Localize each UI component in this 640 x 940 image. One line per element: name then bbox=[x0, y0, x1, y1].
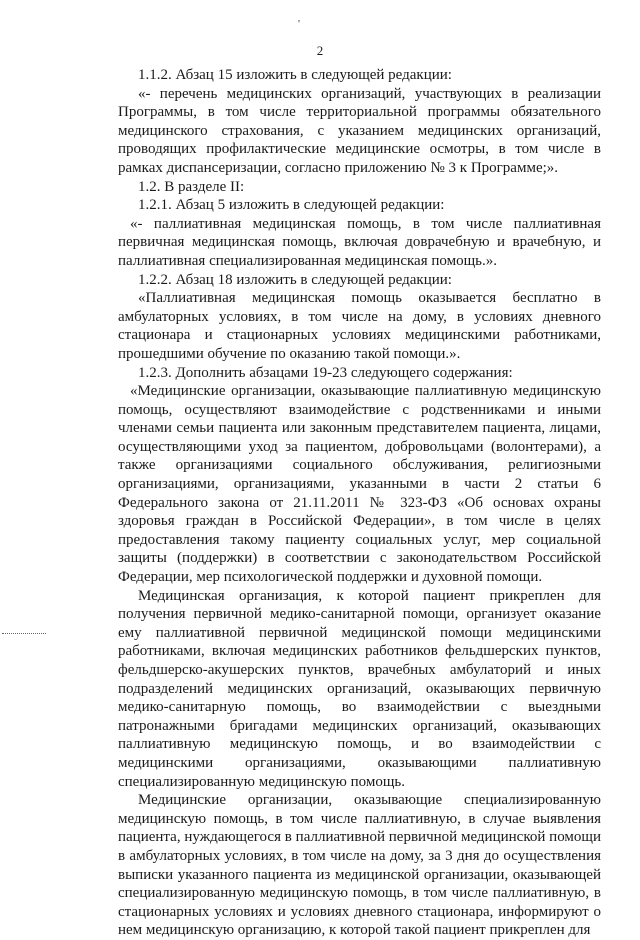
paragraph: 1.2.1. Абзац 5 изложить в следующей редакции: bbox=[138, 197, 445, 214]
top-mark: ' bbox=[298, 18, 300, 30]
paragraph: Медицинская организация, к которой пациент прикреплен для получения первичной медико-санитарной помощи, организует оказание ему паллиативной первичной медицинской помощи медицинскими работниками, включая медицинских работников фельдшерских пунктов, фельдшерско-акушерских пунктов, врачебных амбулаторий и иных подразделений медицинских организаций, оказывающих первичную медико-санитарную помощь, во взаимодействии с выездными патронажными бригадами медицинских организаций, оказывающих паллиативную медицинскую помощь, и во взаимодействии с медицинскими организациями, оказывающими паллиативную специализированную медицинскую помощь. bbox=[118, 587, 601, 790]
paragraph: 1.2. В разделе II: bbox=[138, 178, 245, 195]
paragraph: Медицинские организации, оказывающие специализированную медицинскую помощь, в том числе паллиативную, в случае выявления пациента, нуждающегося в паллиативной первичной медицинской помощи в амбулаторных условиях, в том числе на дому, за 3 дня до осуществления выписки указанного пациента из медицинской организации, оказывающей специализированную медицинскую помощь, в том числе паллиативную, в стационарных условиях и условиях дневного стационара, информируют о нем медицинскую организацию, к которой такой пациент прикреплен для bbox=[118, 792, 601, 939]
paragraph: 1.2.3. Дополнить абзацами 19-23 следующего содержания: bbox=[138, 364, 513, 381]
paragraph: «Медицинские организации, оказывающие паллиативную медицинскую помощь, осуществляют взаимодействие с родственниками и иными членами семьи пациента или законным представителем пациента, лицами, осуществляющими уход за пациентом, добровольцами (волонтерами), а также организациями социального обслуживания, религиозными организациями, организациями, указанными в части 2 статьи 6 Федерального закона от 21.11.2011 № 323-ФЗ «Об основах охраны здоровья граждан в Российской Федерации», в том числе в целях предоставления такому пациенту социальных услуг, мер социальной защиты (поддержки) в соответствии с законодательством Российской Федерации, мер психологической поддержки и духовной помощи. bbox=[118, 383, 601, 586]
paragraph: «- паллиативная медицинская помощь, в том числе паллиативная первичная медицинская помощь, включая доврачебную и врачебную, и паллиативная специализированная медицинская помощь.». bbox=[118, 215, 601, 269]
page-number: 2 bbox=[316, 43, 324, 58]
paragraph: 1.1.2. Абзац 15 изложить в следующей редакции: bbox=[138, 67, 452, 83]
paragraph: «Паллиативная медицинская помощь оказывается бесплатно в амбулаторных условиях, в том числе на дому, в условиях дневного стационара и стационарных условиях медицинскими работниками, прошедшими обучение по оказанию такой помощи.». bbox=[118, 290, 601, 362]
paragraph: «- перечень медицинских организаций, участвующих в реализации Программы, в том числе территориальной программы обязательного медицинского страхования, с указанием медицинских организаций, проводящих профилактические медицинские осмотры, в том числе в рамках диспансеризации, согласно приложению № 3 к Программе;». bbox=[118, 85, 601, 176]
margin-dash bbox=[2, 633, 46, 634]
document-body bbox=[118, 66, 601, 940]
paragraph: 1.2.2. Абзац 18 изложить в следующей редакции: bbox=[138, 271, 452, 288]
